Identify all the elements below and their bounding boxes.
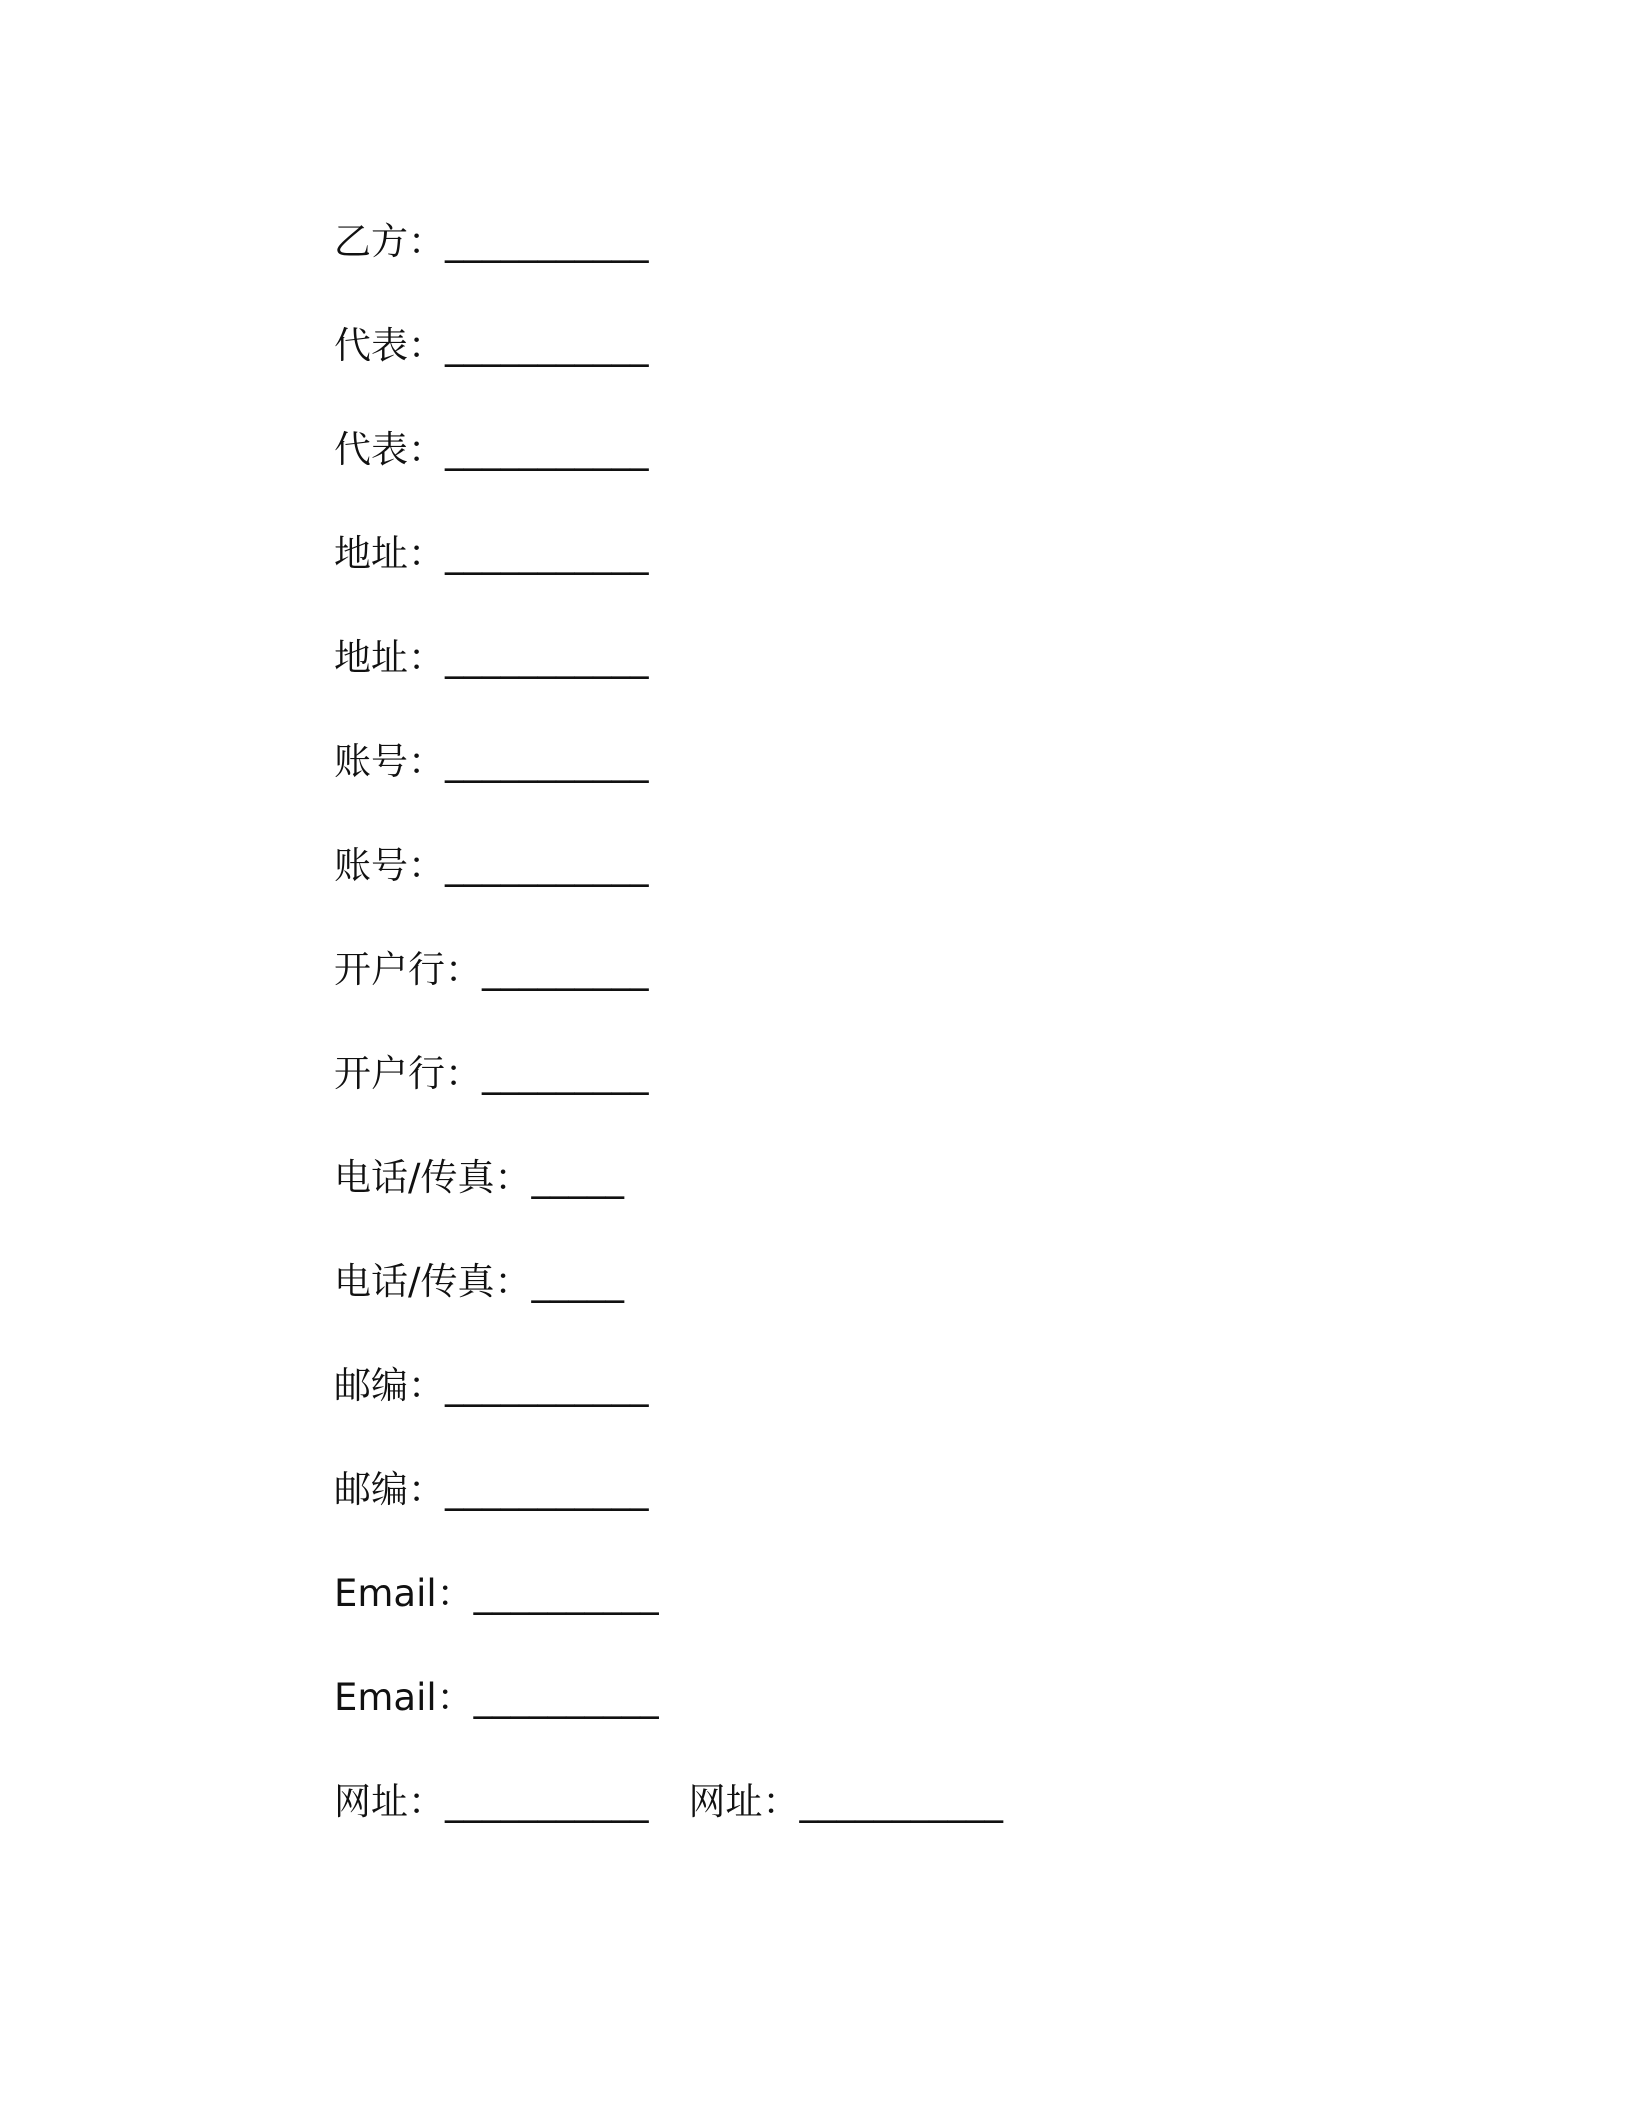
field-line bbox=[334, 918, 1003, 1022]
field-blank: ___________ bbox=[799, 1780, 1003, 1823]
field-line bbox=[334, 1022, 1003, 1126]
field-label: 乙方： bbox=[334, 220, 445, 263]
field-blank: ___________ bbox=[445, 532, 649, 575]
field-line bbox=[334, 1438, 1003, 1542]
field-blank: ___________ bbox=[445, 428, 649, 471]
field-blank: ___________ bbox=[445, 324, 649, 367]
field-label: 地址： bbox=[334, 532, 445, 575]
field-blank: ___________ bbox=[445, 1468, 649, 1511]
field-label: 代表： bbox=[334, 428, 445, 471]
field-label: 地址： bbox=[334, 636, 445, 679]
field-label: 邮编： bbox=[334, 1468, 445, 1511]
contact-fields bbox=[334, 190, 1003, 1854]
field-label: 开户行： bbox=[334, 948, 482, 991]
field-label: 电话/传真： bbox=[334, 1260, 532, 1303]
field-label: 账号： bbox=[334, 844, 445, 887]
field-line bbox=[334, 294, 1003, 398]
field-line bbox=[334, 814, 1003, 918]
field-line bbox=[334, 190, 1003, 294]
field-blank: ___________ bbox=[445, 220, 649, 263]
field-blank: ___________ bbox=[445, 740, 649, 783]
field-blank: _________ bbox=[482, 1052, 649, 1095]
field-line bbox=[334, 606, 1003, 710]
field-line bbox=[334, 1750, 1003, 1854]
field-label: 邮编： bbox=[334, 1364, 445, 1407]
field-label: Email： bbox=[334, 1572, 474, 1615]
field-line bbox=[334, 1126, 1003, 1230]
field-blank: _____ bbox=[531, 1156, 624, 1199]
field-line bbox=[334, 502, 1003, 606]
field-label: 开户行： bbox=[334, 1052, 482, 1095]
field-label: 账号： bbox=[334, 740, 445, 783]
field-blank: _________ bbox=[482, 948, 649, 991]
field-blank: _____ bbox=[531, 1260, 624, 1303]
field-label: 电话/传真： bbox=[334, 1156, 532, 1199]
field-label: 网址： bbox=[334, 1780, 445, 1823]
field-line bbox=[334, 1334, 1003, 1438]
field-label: Email： bbox=[334, 1676, 474, 1719]
field-blank: __________ bbox=[473, 1572, 659, 1615]
field-line bbox=[334, 710, 1003, 814]
field-line bbox=[334, 1230, 1003, 1334]
field-blank: __________ bbox=[473, 1676, 659, 1719]
field-blank: ___________ bbox=[445, 636, 649, 679]
field-label: 网址： bbox=[688, 1780, 800, 1823]
field-line bbox=[334, 1542, 1003, 1646]
field-blank: ___________ bbox=[445, 1364, 649, 1407]
field-label: 代表： bbox=[334, 324, 445, 367]
field-blank: ___________ bbox=[445, 844, 649, 887]
field-line bbox=[334, 1646, 1003, 1750]
field-blank: ___________ bbox=[445, 1780, 649, 1823]
field-line bbox=[334, 398, 1003, 502]
